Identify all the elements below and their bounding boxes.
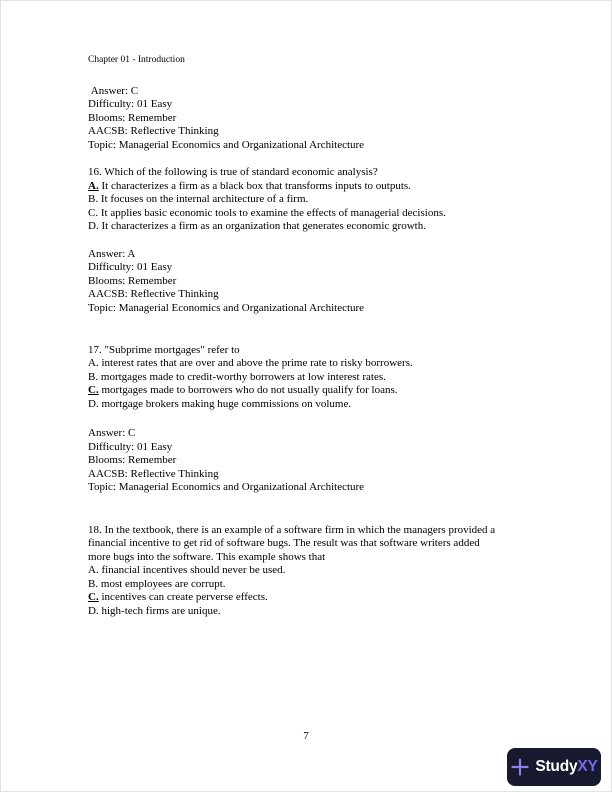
chapter-title: Chapter 01 - Introduction: [88, 55, 185, 65]
aacsb-line: AACSB: Reflective Thinking: [88, 467, 219, 480]
option-text: It applies basic economic tools to examine the effects of managerial decisions.: [100, 206, 446, 219]
option-b: [88, 193, 552, 207]
brand-study: Study: [535, 758, 578, 775]
option-a: [88, 564, 552, 578]
brand-wordmark: [535, 758, 597, 776]
option-label: D.: [88, 605, 99, 618]
plus-icon: [510, 757, 530, 777]
option-c: [88, 207, 552, 221]
option-text: It characterizes a firm as a black box that transforms inputs to outputs.: [101, 179, 411, 192]
option-text: incentives can create perverse effects.: [101, 591, 268, 604]
answer-line: Answer: A: [88, 247, 136, 260]
option-text: high-tech firms are unique.: [101, 605, 221, 618]
brand-xy: XY: [577, 758, 598, 775]
option-label: B.: [88, 370, 99, 383]
option-text: It focuses on the internal architecture of a firm.: [100, 193, 309, 206]
aacsb-line: AACSB: Reflective Thinking: [88, 288, 219, 301]
answer-meta-block-1: [88, 85, 552, 153]
page-header: [88, 54, 185, 66]
topic-line: Topic: Managerial Economics and Organizational Architecture: [88, 138, 365, 151]
question-16: [88, 166, 552, 234]
option-label: B.: [88, 577, 99, 590]
option-label: C.: [88, 591, 99, 604]
topic-line: Topic: Managerial Economics and Organizational Architecture: [88, 301, 365, 314]
question-stem: financial incentive to get rid of software bugs. The result was that software writers added: [88, 537, 480, 550]
answer-line: Answer: C: [88, 427, 136, 439]
answer-meta-block-3: [88, 427, 552, 495]
option-label: C.: [88, 206, 99, 219]
question-stem: more bugs into the software. This example shows that: [88, 550, 326, 563]
option-label: C.: [88, 384, 99, 397]
blooms-line: Blooms: Remember: [88, 454, 177, 467]
question-17: [88, 344, 552, 412]
blooms-line: Blooms: Remember: [88, 274, 177, 287]
option-text: most employees are corrupt.: [100, 577, 226, 590]
difficulty-line: Difficulty: 01 Easy: [88, 261, 173, 274]
option-text: mortgage brokers making huge commissions on volume.: [101, 397, 352, 410]
option-text: mortgages made to borrowers who do not usually qualify for loans.: [101, 384, 398, 397]
option-d: [88, 220, 552, 234]
option-label: D.: [88, 220, 99, 233]
aacsb-line: AACSB: Reflective Thinking: [88, 125, 219, 138]
option-text: financial incentives should never be used.: [101, 564, 286, 577]
option-label: D.: [88, 397, 99, 410]
option-c: [88, 591, 552, 605]
option-label: A.: [88, 564, 99, 577]
option-label: B.: [88, 193, 99, 206]
page-number: 7: [303, 730, 309, 742]
blooms-line: Blooms: Remember: [88, 111, 177, 124]
option-label: A.: [88, 179, 99, 192]
difficulty-line: Difficulty: 01 Easy: [88, 440, 173, 453]
option-text: interest rates that are over and above the prime rate to risky borrowers.: [101, 357, 413, 370]
option-b: [88, 371, 552, 385]
option-c: [88, 384, 552, 398]
question-18: [88, 524, 552, 619]
option-label: A.: [88, 357, 99, 370]
option-d: [88, 398, 552, 412]
option-d: [88, 605, 552, 619]
answer-meta-block-2: [88, 248, 552, 316]
answer-line: Answer: C: [88, 84, 139, 97]
option-a: [88, 180, 552, 194]
difficulty-line: Difficulty: 01 Easy: [88, 98, 173, 111]
studyxy-logo: [507, 748, 601, 786]
option-text: mortgages made to credit-worthy borrowers at low interest rates.: [100, 370, 386, 383]
option-text: It characterizes a firm as an organization that generates economic growth.: [101, 220, 426, 233]
question-stem: 18. In the textbook, there is an example of a software firm in which the managers provided a: [88, 523, 496, 536]
question-stem: 17. "Subprime mortgages" refer to: [88, 343, 240, 356]
question-stem: 16. Which of the following is true of standard economic analysis?: [88, 166, 378, 178]
topic-line: Topic: Managerial Economics and Organizational Architecture: [88, 481, 365, 494]
option-a: [88, 357, 552, 371]
option-b: [88, 578, 552, 592]
